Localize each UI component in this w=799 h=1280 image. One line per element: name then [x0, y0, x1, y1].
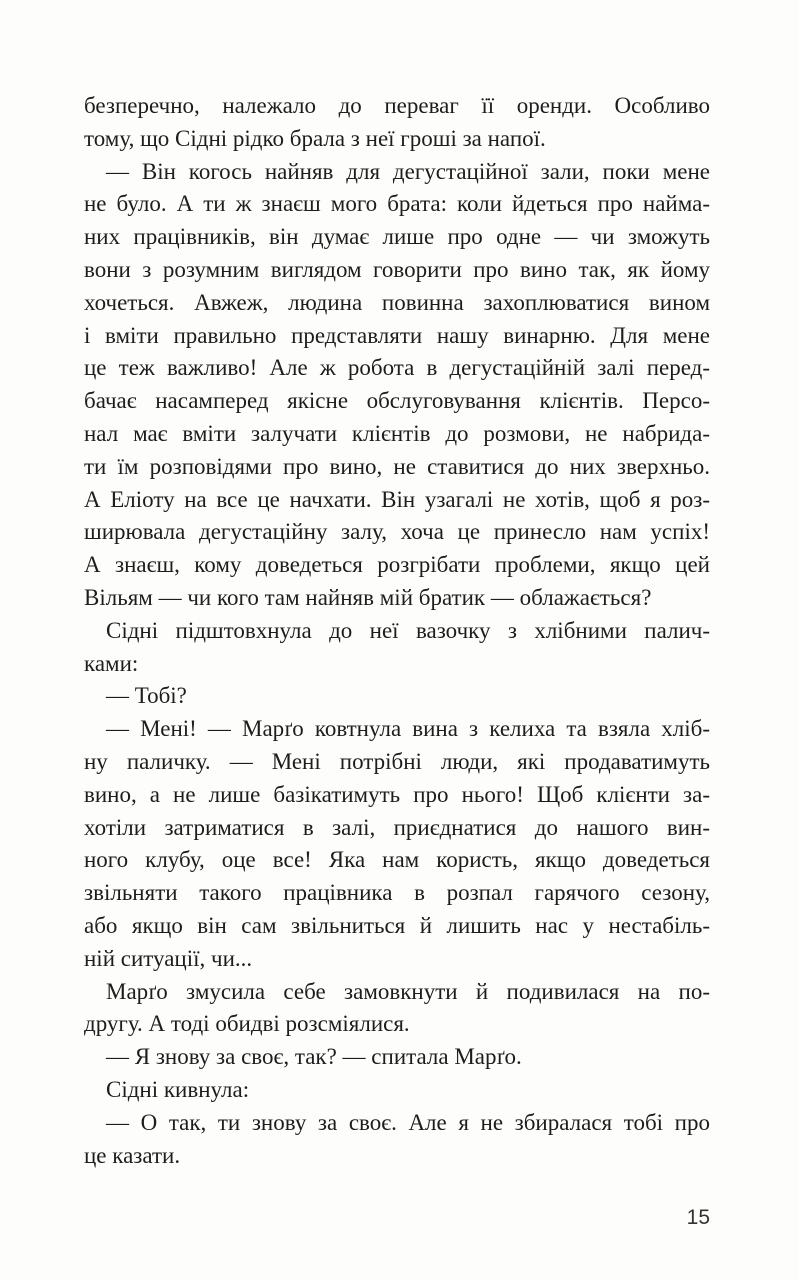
- text-line: А Еліоту на все це начхати. Він узагалі не хотів, щоб я роз-: [84, 486, 710, 512]
- page-text: [84, 90, 710, 1172]
- text-line: Сідні кивнула:: [106, 1076, 250, 1102]
- text-line: ну паличку. — Мені потрібні люди, які продаватимуть: [84, 748, 710, 774]
- text-line: А знаєш, кому доведеться розгрібати проблеми, якщо цей: [84, 552, 710, 578]
- text-line: — Мені! — Марґо ковтнула вина з келиха та взяла хліб-: [106, 716, 710, 742]
- text-line: і вміти правильно представляти нашу винарню. Для мене: [84, 322, 710, 348]
- text-line: нал має вміти залучати клієнтів до розмови, не набрида-: [84, 420, 710, 446]
- text-line: безперечно, належало до переваг її оренди. Особливо: [84, 93, 710, 118]
- text-line: них працівників, він думає лише про одне — чи зможуть: [84, 224, 710, 250]
- text-line: не було. А ти ж знаєш мого брата: коли йдеться про найма-: [84, 191, 710, 217]
- text-line: вино, а не лише базікатимуть про нього! Щоб клієнти за-: [84, 781, 710, 807]
- text-line: Марґо змусила себе замовкнути й подивилася на по-: [106, 978, 710, 1004]
- text-line: ного клубу, оце все! Яка нам користь, якщо доведеться: [84, 847, 710, 873]
- text-line: — О так, ти знову за своє. Але я не збиралася тобі про: [106, 1109, 710, 1135]
- text-line: Сідні підштовхнула до неї вазочку з хлібними палич-: [106, 617, 710, 643]
- page-number: 15: [686, 1206, 710, 1229]
- text-line: хотіли затриматися в залі, приєднатися до нашого вин-: [84, 814, 710, 840]
- text-line: або якщо він сам звільниться й лишить нас у нестабіль-: [84, 912, 710, 938]
- text-line: ширювала дегустаційну залу, хоча це принесло нам успіх!: [84, 519, 710, 545]
- text-line: ній ситуації, чи...: [84, 945, 253, 971]
- text-line: — Він когось найняв для дегустаційної зали, поки мене: [106, 158, 710, 184]
- text-line: це казати.: [84, 1142, 181, 1168]
- text-line: це теж важливо! Але ж робота в дегустаційній залі перед-: [84, 355, 710, 381]
- text-line: Вільям — чи кого там найняв мій братик — облажається?: [84, 584, 652, 610]
- text-line: — Я знову за своє, так? — спитала Марґо.: [106, 1044, 522, 1070]
- text-line: ти їм розповідями про вино, не ставитися до них зверхньо.: [84, 453, 710, 479]
- text-line: бачає насамперед якісне обслуговування клієнтів. Персо-: [84, 388, 710, 414]
- text-line: звільняти такого працівника в розпал гарячого сезону,: [84, 880, 710, 906]
- text-line: — Тобі?: [106, 683, 187, 709]
- text-line: другу. А тоді обидві розсміялися.: [84, 1011, 410, 1037]
- text-line: ками:: [84, 650, 139, 676]
- text-line: вони з розумним виглядом говорити про вино так, як йому: [84, 256, 710, 282]
- text-line: хочеться. Авжеж, людина повинна захоплюватися вином: [84, 289, 710, 315]
- text-line: тому, що Сідні рідко брала з неї гроші за напої.: [84, 125, 546, 151]
